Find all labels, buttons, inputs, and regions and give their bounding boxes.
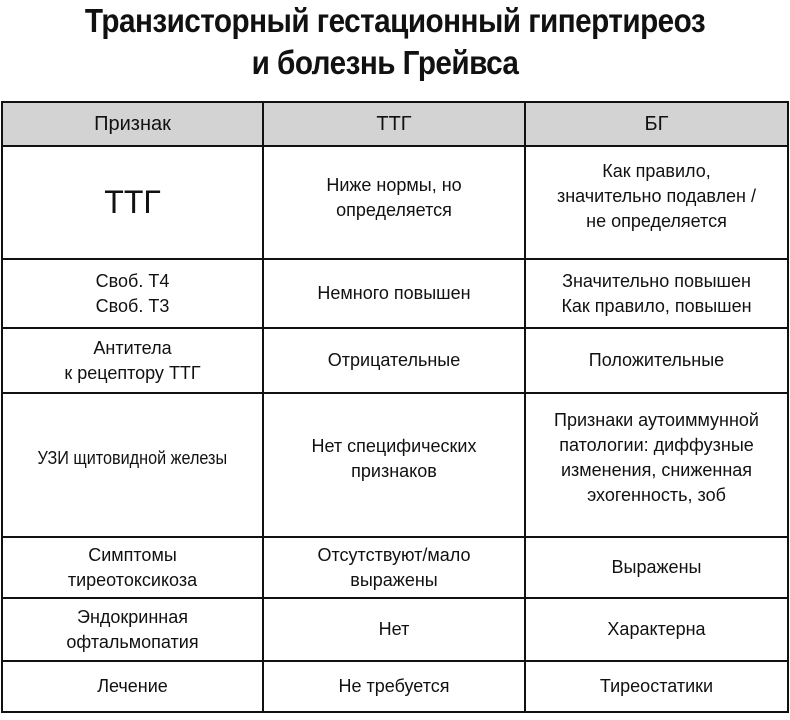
bg-cell <box>525 393 788 537</box>
ttg-cell <box>263 598 525 661</box>
table-row-tsh <box>2 146 788 259</box>
feature-cell <box>2 146 263 259</box>
cell-text: Не требуется <box>338 676 450 696</box>
cell-text: признаков <box>351 461 437 481</box>
cell-text: Своб. Т4 <box>95 270 170 291</box>
ttg-cell <box>263 259 525 328</box>
cell-text: Характерна <box>607 619 706 639</box>
cell-text: Эндокринная <box>77 606 188 627</box>
bg-cell <box>525 328 788 393</box>
cell-text: УЗИ щитовидной железы <box>37 448 228 468</box>
table-row-free-t4-t3 <box>2 259 788 328</box>
cell-text: Как правило, <box>602 161 711 181</box>
cell-text: Антитела <box>93 337 172 358</box>
feature-cell <box>2 393 263 537</box>
comparison-table <box>1 101 789 713</box>
cell-text: Нет <box>378 619 410 639</box>
cell-text: определяется <box>336 200 452 220</box>
cell-text: Значительно повышен <box>562 270 751 291</box>
cell-text: Как правило, повышен <box>561 295 752 316</box>
cell-text: значительно подавлен / <box>556 186 756 206</box>
bg-cell <box>525 661 788 712</box>
cell-text: офтальмопатия <box>66 631 199 652</box>
ttg-cell <box>263 661 525 712</box>
ttg-cell <box>263 393 525 537</box>
bg-cell <box>525 146 788 259</box>
document-title-line-2: и болезнь Грейвса <box>251 44 519 81</box>
feature-cell <box>2 328 263 393</box>
bg-cell <box>525 259 788 328</box>
feature-cell <box>2 661 263 712</box>
cell-text: Отрицательные <box>327 350 461 370</box>
cell-text: Тиреостатики <box>599 676 714 696</box>
table-row-ophthalmopathy <box>2 598 788 661</box>
cell-text: выражены <box>350 569 438 590</box>
table-row-treatment <box>2 661 788 712</box>
cell-text: Ниже нормы, но <box>326 175 462 195</box>
cell-text: Выражены <box>611 557 702 577</box>
cell-text: Симптомы <box>88 544 177 565</box>
table-row-ultrasound <box>2 393 788 537</box>
document-title-line-1: Транзисторный гестационный гипертиреоз <box>84 2 706 39</box>
cell-text: ТТГ <box>104 184 161 220</box>
feature-cell <box>2 537 263 598</box>
ttg-cell <box>263 537 525 598</box>
cell-text: к рецептору ТТГ <box>64 362 201 383</box>
table-row-antibodies <box>2 328 788 393</box>
cell-text: Признаки аутоиммунной <box>554 410 759 430</box>
table-header-row <box>2 102 788 146</box>
feature-cell <box>2 259 263 328</box>
cell-text: не определяется <box>586 211 727 231</box>
cell-text: Отсутствуют/мало <box>317 544 471 565</box>
cell-text: Положительные <box>588 350 725 370</box>
cell-text: тиреотоксикоза <box>67 569 198 590</box>
cell-text: Нет специфических <box>311 436 477 456</box>
cell-text: патологии: диффузные <box>559 435 754 455</box>
feature-cell <box>2 598 263 661</box>
bg-cell <box>525 598 788 661</box>
table-row-symptoms <box>2 537 788 598</box>
column-header-ttg: ТТГ <box>263 102 525 146</box>
column-header-feature: Признак <box>2 102 263 146</box>
cell-text: изменения, сниженная <box>560 460 753 480</box>
column-header-bg: БГ <box>525 102 788 146</box>
cell-text: Своб. Т3 <box>95 295 170 316</box>
ttg-cell <box>263 328 525 393</box>
cell-text: Немного повышен <box>317 283 471 303</box>
cell-text: Лечение <box>97 676 168 696</box>
bg-cell <box>525 537 788 598</box>
ttg-cell <box>263 146 525 259</box>
cell-text: эхогенность, зоб <box>587 485 726 505</box>
